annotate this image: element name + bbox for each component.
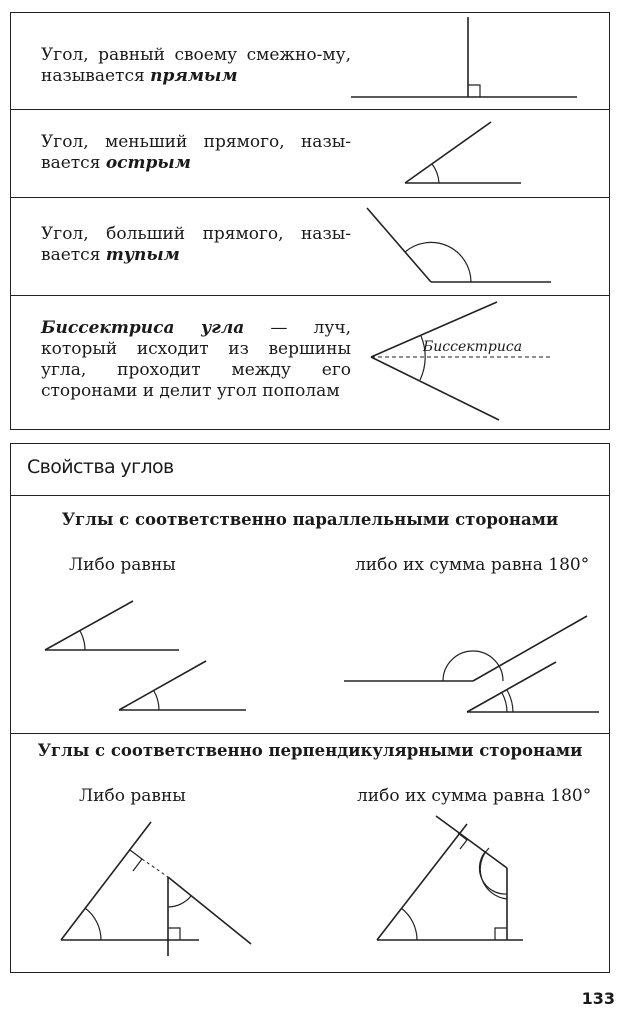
parallel-left-label: Либо равны xyxy=(69,555,176,575)
properties-table xyxy=(10,443,610,973)
right-angle-diagram xyxy=(11,13,611,110)
parallel-title: Углы с соответственно параллельными сторонами xyxy=(61,510,559,529)
parallel-section xyxy=(11,496,609,734)
perpendicular-section xyxy=(11,734,609,972)
row-bisector xyxy=(11,296,609,429)
row-right-angle xyxy=(11,13,609,110)
acute-angle-diagram xyxy=(11,110,611,198)
perpendicular-right-label: либо их сумма равна 180° xyxy=(357,786,592,806)
page-number: 133 xyxy=(581,989,615,1008)
bisector-diagram xyxy=(11,296,611,429)
bisector-text: Биссектриса угла — луч, который исходит из вершины угла, проходит между его сторонами и делит угол пополам xyxy=(41,318,351,401)
obtuse-angle-diagram xyxy=(11,198,611,296)
perpendicular-left-label: Либо равны xyxy=(79,786,186,806)
obtuse-angle-text: Угол, больший прямого, назы-вается тупым xyxy=(41,224,351,265)
right-angle-term: прямым xyxy=(150,66,238,86)
bisector-term: Биссектриса угла xyxy=(41,318,245,338)
properties-header-row xyxy=(11,444,609,496)
obtuse-angle-term: тупым xyxy=(105,245,180,265)
parallel-right-label: либо их сумма равна 180° xyxy=(355,555,590,575)
parallel-diagrams xyxy=(11,496,611,734)
definitions-table xyxy=(10,12,610,430)
right-angle-text: Угол, равный своему смежно-му, называется прямым xyxy=(41,45,351,86)
bisector-label: Биссектриса xyxy=(423,339,523,355)
acute-angle-term: острым xyxy=(105,153,191,173)
perpendicular-diagrams xyxy=(11,734,611,972)
perpendicular-title: Углы с соответственно перпендикулярными сторонами xyxy=(37,741,583,760)
properties-header: Свойства углов xyxy=(27,456,174,478)
row-obtuse-angle xyxy=(11,198,609,296)
row-acute-angle xyxy=(11,110,609,198)
acute-angle-text: Угол, меньший прямого, назы-вается острым xyxy=(41,132,351,173)
